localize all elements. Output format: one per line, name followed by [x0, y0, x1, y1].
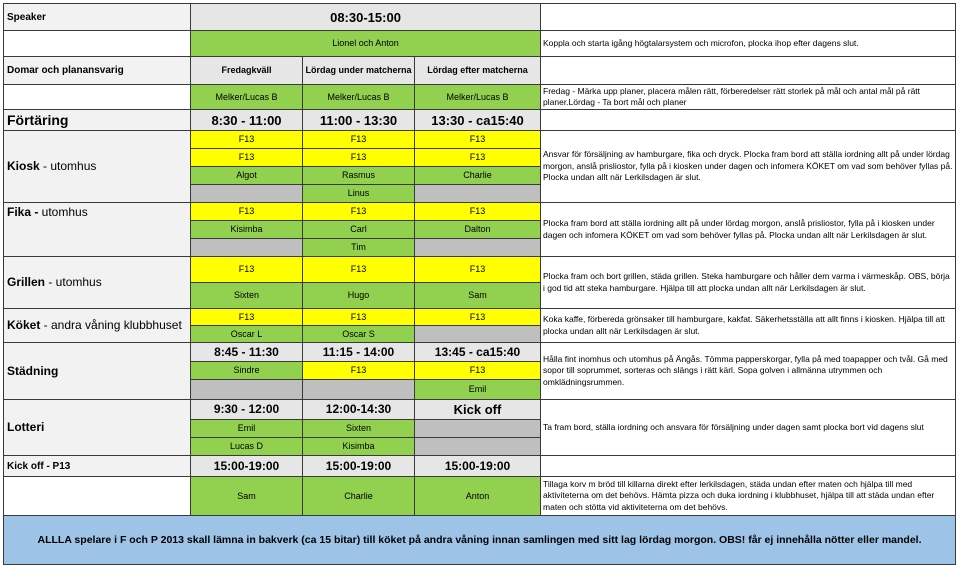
grillen-label: Grillen - utomhus	[4, 257, 191, 309]
fika-cell: F13	[191, 203, 303, 221]
grillen-description: Plocka fram och bort grillen, städa grillen. Steka hamburgare och håller dem varma i värmeskåp. OBS, börja i god tid att steka hamburgare. Hjälpa till att plocka undan allt när Lerkilsdagen är slut.	[541, 257, 956, 309]
kickoff-person-3: Anton	[415, 477, 541, 516]
lotteri-label: Lotteri	[4, 400, 191, 456]
lotteri-cell: Lucas D	[191, 438, 303, 456]
speaker-description: Koppla och starta igång högtalarsystem och microfon, plocka ihop efter dagens slut.	[541, 31, 956, 57]
stadning-label: Städning	[4, 343, 191, 400]
stadning-cell	[303, 380, 415, 400]
kiosk-cell: F13	[303, 149, 415, 167]
lotteri-cell	[415, 420, 541, 438]
grillen-cell: Hugo	[303, 283, 415, 309]
stadning-cell: F13	[415, 362, 541, 380]
schedule-table	[3, 3, 956, 565]
fika-cell	[415, 239, 541, 257]
fika-cell: F13	[303, 203, 415, 221]
grillen-cell: Sam	[415, 283, 541, 309]
domar-person-2: Melker/Lucas B	[303, 85, 415, 110]
grillen-cell: Sixten	[191, 283, 303, 309]
grillen-cell: F13	[303, 257, 415, 283]
kiosk-cell: F13	[415, 149, 541, 167]
stadning-cell: Emil	[415, 380, 541, 400]
grillen-cell: F13	[415, 257, 541, 283]
domar-header-1: Fredagkväll	[191, 57, 303, 85]
kiosk-cell: F13	[191, 131, 303, 149]
lotteri-cell: Kisimba	[303, 438, 415, 456]
kickoff-time-3: 15:00-19:00	[415, 456, 541, 477]
koket-cell: Oscar S	[303, 326, 415, 343]
lotteri-time-2: 12:00-14:30	[303, 400, 415, 420]
kiosk-cell	[415, 185, 541, 203]
domar-person-1: Melker/Lucas B	[191, 85, 303, 110]
speaker-blank-label	[4, 31, 191, 57]
kiosk-label: Kiosk - utomhus	[4, 131, 191, 203]
domar-blank-label	[4, 85, 191, 110]
kiosk-cell: F13	[303, 131, 415, 149]
kickoff-person-2: Charlie	[303, 477, 415, 516]
kiosk-description: Ansvar för försäljning av hamburgare, fika och dryck. Plocka fram bord att ställa iordning allt på under lördag morgon, anslå prisliostor, fylla på i kiosken under dagen och infomera KÖKET om vad som behöver fyllas på. Plocka undan allt när Lerkilsdagen är slut.	[541, 131, 956, 203]
lotteri-cell: Emil	[191, 420, 303, 438]
fika-cell: Tim	[303, 239, 415, 257]
koket-cell	[415, 326, 541, 343]
kiosk-cell: F13	[191, 149, 303, 167]
stadning-cell: Sindre	[191, 362, 303, 380]
kiosk-cell: Algot	[191, 167, 303, 185]
kiosk-cell: Linus	[303, 185, 415, 203]
kickoff-person-1: Sam	[191, 477, 303, 516]
stadning-cell	[191, 380, 303, 400]
kickoff-label: Kick off - P13	[4, 456, 191, 477]
kickoff-blank-label	[4, 477, 191, 516]
lotteri-cell	[415, 438, 541, 456]
kickoff-time-1: 15:00-19:00	[191, 456, 303, 477]
stadning-description: Hålla fint inomhus och utomhus på Ängås. Tömma papperskorgar, fylla på med toapapper och tvål. Gå med sopor till soprummet, sorteras och slängs i rätt kärl. Sopa golven i allmänna utrymmen och omklädningsrummen.	[541, 343, 956, 400]
lotteri-cell: Sixten	[303, 420, 415, 438]
lotteri-time-3: Kick off	[415, 400, 541, 420]
domar-blank	[541, 57, 956, 85]
fika-cell: Dalton	[415, 221, 541, 239]
koket-label: Köket - andra våning klubbhuset	[4, 309, 191, 343]
fika-description: Plocka fram bord att ställa iordning allt på under lördag morgon, anslå prisliostor, fylla på i kiosken under dagen och infomera KÖKET om vad som behöver fyllas på. Plocka undan allt när Lerkilsdagen är slut.	[541, 203, 956, 257]
kickoff-description: Tillaga korv m bröd till killarna direkt efter lerkilsdagen, städa undan efter maten och hjälpa till med aktiviteterna om det behövs. Hämta pizza och duka iordning i klubbhuset, hjälpa till att städa undan efter maten och stötta vid aktiviteterna om det behövs.	[541, 477, 956, 516]
fika-cell	[191, 239, 303, 257]
fortaring-time-3: 13:30 - ca15:40	[415, 110, 541, 131]
domar-label: Domar och planansvarig	[4, 57, 191, 85]
stadning-time-2: 11:15 - 14:00	[303, 343, 415, 362]
speaker-blank	[541, 4, 956, 31]
koket-cell: F13	[303, 309, 415, 326]
fortaring-time-2: 11:00 - 13:30	[303, 110, 415, 131]
footer-note: ALLLA spelare i F och P 2013 skall lämna in bakverk (ca 15 bitar) till köket på andra våning innan samlingen med sitt lag lördag morgon. OBS! får ej innehålla nötter eller mandel.	[4, 516, 956, 565]
koket-description: Koka kaffe, förbereda grönsaker till hamburgare, kakfat. Säkerhetsställa att allt finns i kiosken. Hjälpa till att plocka undan allt när Lerkilsdagen är slut.	[541, 309, 956, 343]
fika-label: Fika - utomhus	[4, 203, 191, 257]
fortaring-label: Förtäring	[4, 110, 191, 131]
kiosk-cell: F13	[415, 131, 541, 149]
schedule-sheet	[3, 3, 955, 569]
fortaring-blank	[541, 110, 956, 131]
koket-cell: F13	[415, 309, 541, 326]
fika-cell: F13	[415, 203, 541, 221]
koket-cell: Oscar L	[191, 326, 303, 343]
speaker-time: 08:30-15:00	[191, 4, 541, 31]
fika-cell: Carl	[303, 221, 415, 239]
lotteri-time-1: 9:30 - 12:00	[191, 400, 303, 420]
kiosk-cell: Rasmus	[303, 167, 415, 185]
lotteri-description: Ta fram bord, ställa iordning och ansvara för försäljning under dagen samt plocka bort vid dagens slut	[541, 400, 956, 456]
stadning-time-3: 13:45 - ca15:40	[415, 343, 541, 362]
domar-header-3: Lördag efter matcherna	[415, 57, 541, 85]
domar-header-2: Lördag under matcherna	[303, 57, 415, 85]
kiosk-cell: Charlie	[415, 167, 541, 185]
speaker-label: Speaker	[4, 4, 191, 31]
kickoff-time-2: 15:00-19:00	[303, 456, 415, 477]
speaker-person: Lionel och Anton	[191, 31, 541, 57]
grillen-cell: F13	[191, 257, 303, 283]
koket-cell: F13	[191, 309, 303, 326]
domar-person-3: Melker/Lucas B	[415, 85, 541, 110]
domar-description: Fredag - Märka upp planer, placera målen rätt, förberedelser rätt storlek på mål och antal mål på rätt planer.Lördag - Ta bort mål och planer	[541, 85, 956, 110]
stadning-time-1: 8:45 - 11:30	[191, 343, 303, 362]
kickoff-blank	[541, 456, 956, 477]
fortaring-time-1: 8:30 - 11:00	[191, 110, 303, 131]
kiosk-cell	[191, 185, 303, 203]
stadning-cell: F13	[303, 362, 415, 380]
fika-cell: Kisimba	[191, 221, 303, 239]
